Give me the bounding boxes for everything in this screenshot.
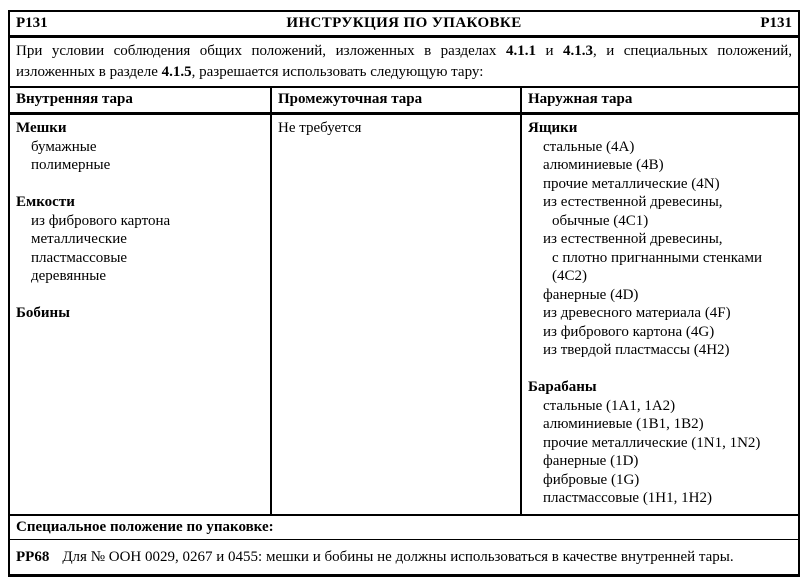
intro-text-part: , разрешается использовать следующую тару:	[191, 63, 484, 80]
instruction-code-left: P131	[16, 15, 48, 31]
list-line: из естественной древесины,	[543, 231, 723, 247]
list-line: с плотно пригнанными стенками	[552, 249, 762, 266]
list-line: стальные (4A)	[543, 138, 635, 155]
column-header-row	[10, 88, 798, 115]
list-line: фанерные (4D)	[543, 286, 639, 303]
list-line: из твердой пластмассы (4H2)	[543, 342, 730, 358]
special-provision-heading: Специальное положение по упаковке:	[10, 516, 798, 540]
list-line: Не требуется	[278, 120, 362, 136]
special-provision-pp68	[10, 540, 798, 574]
instruction-code-right: P131	[760, 15, 792, 31]
list-line	[16, 175, 264, 194]
page-title: ИНСТРУКЦИЯ ПО УПАКОВКЕ	[286, 15, 522, 31]
list-line: фибровые (1G)	[543, 471, 640, 488]
title-row	[10, 12, 798, 38]
list-line: прочие металлические (1N1, 1N2)	[543, 434, 761, 451]
list-line: из древесного материала (4F)	[543, 305, 731, 321]
list-line: пластмассовые (1H1, 1H2)	[543, 490, 712, 506]
packaging-table-body	[10, 115, 798, 516]
list-line: алюминиевые (1B1, 1B2)	[543, 416, 704, 432]
intro-text-part: и	[535, 43, 563, 59]
list-line: Мешки	[16, 120, 67, 136]
intro-paragraph	[10, 38, 798, 88]
list-line: из фибрового картона	[31, 212, 171, 229]
section-ref-4-1-1: 4.1.1	[505, 43, 536, 59]
packing-instruction-table	[8, 10, 800, 577]
column-header-inner-packaging: Внутренняя тара	[16, 91, 133, 107]
list-line: Бобины	[16, 305, 70, 321]
intro-text-part: При условии соблюдения общих положений, изложенных в разделах	[16, 43, 506, 59]
intro-text-part: , и специальных положений, изложенных в разделе	[16, 43, 792, 80]
list-line: металлические	[31, 231, 127, 247]
list-line: из фибрового картона (4G)	[543, 323, 715, 340]
inner-packaging-list	[10, 115, 270, 514]
list-line: алюминиевые (4B)	[543, 157, 664, 173]
list-line: пластмассовые	[31, 249, 128, 266]
section-ref-4-1-5: 4.1.5	[161, 63, 192, 80]
intermediate-packaging-list	[270, 115, 520, 514]
list-line	[528, 360, 792, 379]
outer-packaging-list	[520, 115, 798, 514]
list-line: стальные (1A1, 1A2)	[543, 397, 676, 414]
special-provision-code: PP68	[16, 548, 50, 565]
list-line	[16, 286, 264, 305]
list-line: бумажные	[31, 138, 97, 155]
list-line: Барабаны	[528, 379, 597, 395]
special-provision-text: Для № ООН 0029, 0267 и 0455: мешки и бобины не должны использоваться в качестве внутренней тары.	[62, 548, 734, 565]
column-header-outer-packaging: Наружная тара	[520, 88, 798, 112]
section-ref-4-1-3: 4.1.3	[562, 43, 593, 59]
list-line: (4C2)	[552, 268, 587, 284]
list-line: фанерные (1D)	[543, 453, 639, 469]
column-header-intermediate-packaging: Промежуточная тара	[270, 88, 520, 112]
list-line: Емкости	[16, 194, 75, 210]
list-line: из естественной древесины,	[543, 194, 723, 210]
list-line: полимерные	[31, 157, 111, 173]
list-line: Ящики	[528, 120, 578, 136]
list-line: прочие металлические (4N)	[543, 175, 720, 192]
list-line: деревянные	[31, 268, 107, 284]
list-line: обычные (4C1)	[552, 212, 649, 229]
